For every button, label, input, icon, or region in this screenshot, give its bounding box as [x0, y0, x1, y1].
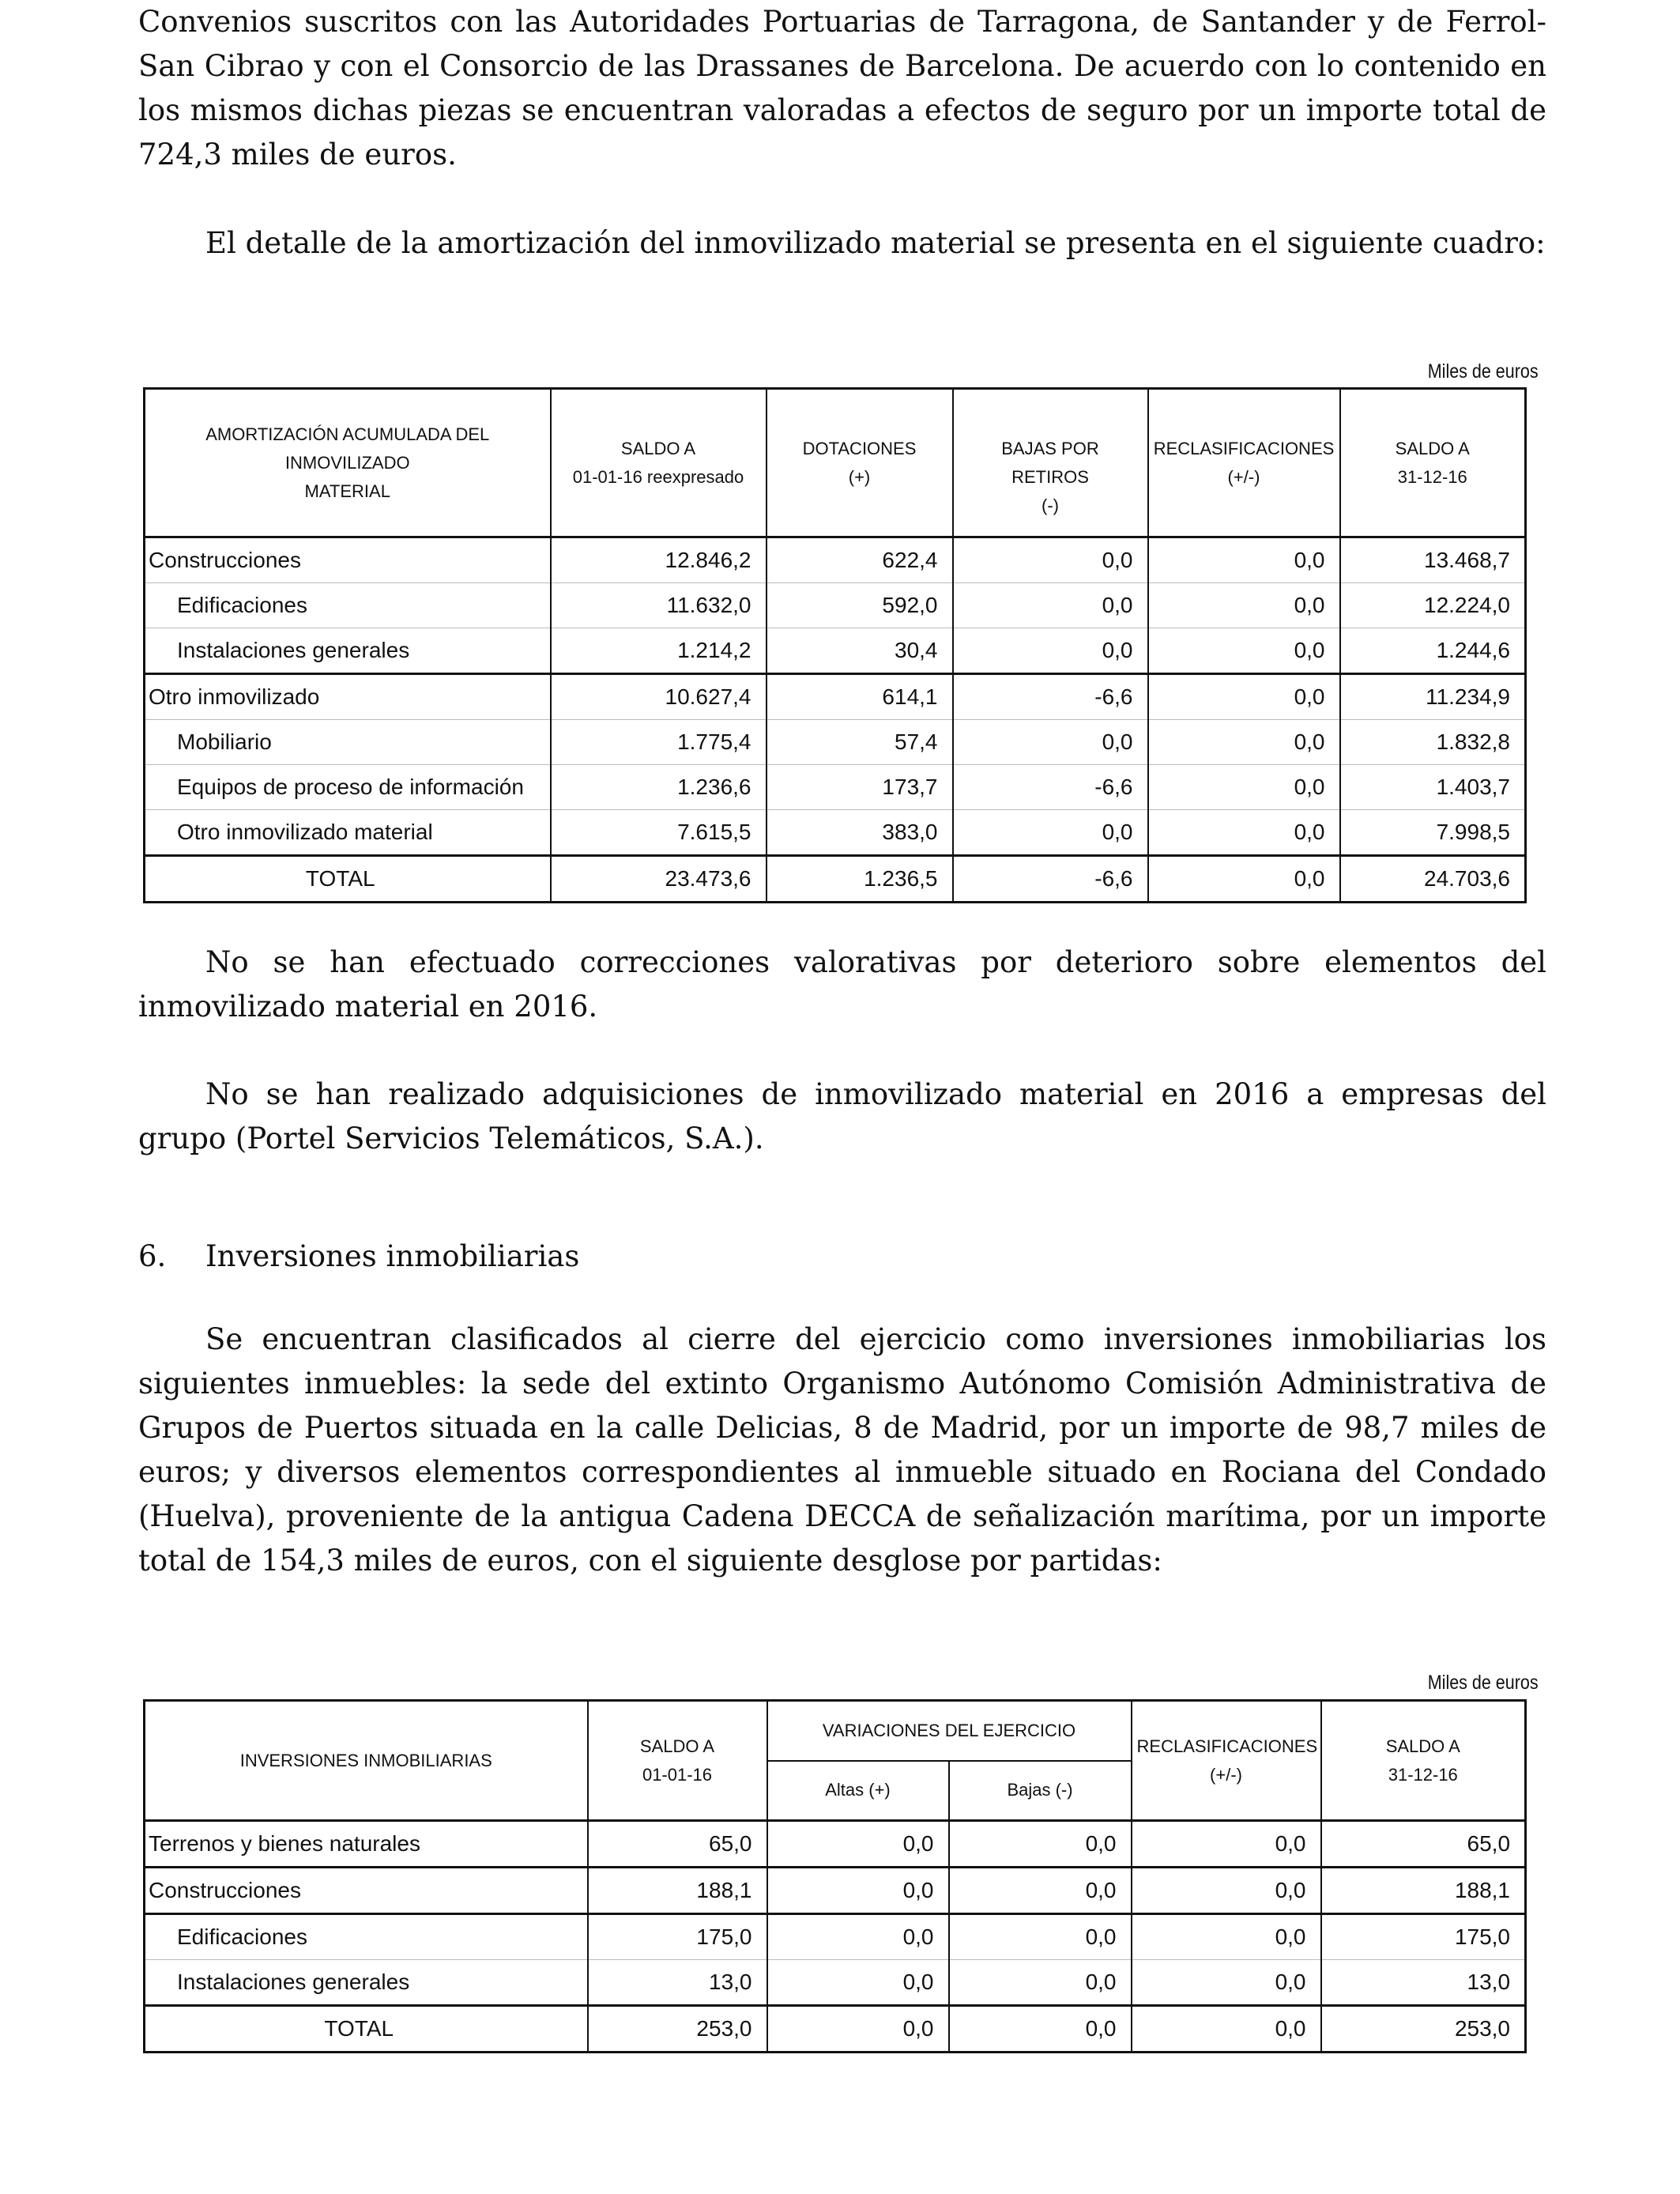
- table2-header-bajas: Bajas (-): [949, 1761, 1132, 1821]
- cell-reclasificaciones: 0,0: [1132, 1914, 1321, 1960]
- cell-reclasificaciones: 0,0: [1148, 856, 1340, 903]
- row-label: Equipos de proceso de información: [145, 765, 551, 810]
- cell-saldo-inicial: 10.627,4: [551, 674, 767, 720]
- table-row: [145, 1914, 1526, 1960]
- cell-reclasificaciones: 0,0: [1148, 583, 1340, 628]
- cell-altas: 0,0: [767, 1960, 949, 2006]
- table-row: [145, 765, 1526, 810]
- cell-saldo-final: 11.234,9: [1340, 674, 1526, 720]
- table-row: [145, 1960, 1526, 2006]
- cell-dotaciones: 614,1: [767, 674, 953, 720]
- table-row: [145, 628, 1526, 674]
- cell-saldo-inicial: 1.214,2: [551, 628, 767, 674]
- cell-saldo-inicial: 1.775,4: [551, 720, 767, 765]
- cell-dotaciones: 383,0: [767, 810, 953, 856]
- table1-unit-label: Miles de euros: [1428, 360, 1539, 383]
- cell-saldo-final: 188,1: [1321, 1868, 1526, 1914]
- cell-reclasificaciones: 0,0: [1148, 765, 1340, 810]
- cell-bajas: 0,0: [949, 1914, 1132, 1960]
- cell-altas: 0,0: [767, 1914, 949, 1960]
- table2-unit-label: Miles de euros: [1428, 1672, 1539, 1694]
- cell-dotaciones: 57,4: [767, 720, 953, 765]
- row-label: Edificaciones: [145, 583, 551, 628]
- inversiones-table: [143, 1699, 1527, 2053]
- cell-bajas: 0,0: [949, 1960, 1132, 2006]
- cell-saldo-inicial: 13,0: [588, 1960, 767, 2006]
- table2-header-reclasificaciones: RECLASIFICACIONES (+/-): [1132, 1701, 1321, 1821]
- table-row: [145, 810, 1526, 856]
- cell-altas: 0,0: [767, 1821, 949, 1868]
- cell-reclasificaciones: 0,0: [1148, 674, 1340, 720]
- cell-saldo-inicial: 1.236,6: [551, 765, 767, 810]
- table-row: [145, 674, 1526, 720]
- cell-bajas: -6,6: [953, 765, 1148, 810]
- cell-altas: 0,0: [767, 2006, 949, 2053]
- cell-saldo-final: 175,0: [1321, 1914, 1526, 1960]
- row-label: Edificaciones: [145, 1914, 588, 1960]
- cell-dotaciones: 622,4: [767, 537, 953, 583]
- table2-header-row-1: [145, 1701, 1526, 1761]
- cell-saldo-inicial: 65,0: [588, 1821, 767, 1868]
- table1-header-reclasificaciones: RECLASIFICACIONES (+/-): [1148, 389, 1340, 537]
- cell-saldo-inicial: 175,0: [588, 1914, 767, 1960]
- table-row: [145, 583, 1526, 628]
- row-label: Terrenos y bienes naturales: [145, 1821, 588, 1868]
- cell-reclasificaciones: 0,0: [1148, 810, 1340, 856]
- cell-reclasificaciones: 0,0: [1132, 1960, 1321, 2006]
- cell-reclasificaciones: 0,0: [1148, 537, 1340, 583]
- cell-reclasificaciones: 0,0: [1132, 2006, 1321, 2053]
- cell-saldo-inicial: 7.615,5: [551, 810, 767, 856]
- row-label: Construcciones: [145, 537, 551, 583]
- cell-saldo-inicial: 11.632,0: [551, 583, 767, 628]
- cell-bajas: 0,0: [953, 720, 1148, 765]
- cell-saldo-inicial: 12.846,2: [551, 537, 767, 583]
- cell-bajas: 0,0: [953, 583, 1148, 628]
- row-label: Instalaciones generales: [145, 1960, 588, 2006]
- cell-saldo-final: 13,0: [1321, 1960, 1526, 2006]
- table-total-row: [145, 2006, 1526, 2053]
- cell-reclasificaciones: 0,0: [1148, 628, 1340, 674]
- paragraph-inversiones: Se encuentran clasificados al cierre del ejercicio como inversiones inmobiliarias los siguientes inmuebles: la sede del extinto Organismo Autónomo Comisión Administrativa de Grupos de Puertos situada en la calle Delicias, 8 de Madrid, por un importe de 98,7 miles de euros; y diversos elementos correspondientes al inmueble situado en Rociana del Condado (Huelva), proveniente de la antigua Cadena DECCA de señalización marítima, por un importe total de 154,3 miles de euros, con el siguiente desglose por partidas:: [138, 1322, 1546, 1578]
- cell-bajas: 0,0: [953, 537, 1148, 583]
- section-number: 6.: [138, 1239, 167, 1273]
- section-title: Inversiones inmobiliarias: [205, 1239, 580, 1273]
- cell-reclasificaciones: 0,0: [1132, 1868, 1321, 1914]
- cell-dotaciones: 1.236,5: [767, 856, 953, 903]
- row-label: Mobiliario: [145, 720, 551, 765]
- cell-altas: 0,0: [767, 1868, 949, 1914]
- table1-header-concepto: AMORTIZACIÓN ACUMULADA DEL INMOVILIZADO MATERIAL: [145, 389, 551, 537]
- table2-header-variaciones: VARIACIONES DEL EJERCICIO: [767, 1701, 1132, 1761]
- cell-saldo-final: 7.998,5: [1340, 810, 1526, 856]
- table1-header-bajas: BAJAS POR RETIROS (-): [953, 389, 1148, 537]
- paragraph-convenios: Convenios suscritos con las Autoridades Portuarias de Tarragona, de Santander y de Ferrol-San Cibrao y con el Consorcio de las Drassanes de Barcelona. De acuerdo con lo contenido en los mismos dichas piezas se encuentran valoradas a efectos de seguro por un importe total de 724,3 miles de euros.: [138, 5, 1546, 172]
- amortizacion-table: [143, 387, 1527, 903]
- cell-saldo-final: 13.468,7: [1340, 537, 1526, 583]
- table-total-row: [145, 856, 1526, 903]
- paragraph-adquisiciones: No se han realizado adquisiciones de inmovilizado material en 2016 a empresas del grupo (Portel Servicios Telemáticos, S.A.).: [138, 1077, 1546, 1155]
- cell-saldo-final: 253,0: [1321, 2006, 1526, 2053]
- row-label: TOTAL: [145, 2006, 588, 2053]
- row-label: Construcciones: [145, 1868, 588, 1914]
- table-row: [145, 537, 1526, 583]
- cell-bajas: -6,6: [953, 674, 1148, 720]
- row-label: Instalaciones generales: [145, 628, 551, 674]
- cell-bajas: 0,0: [949, 2006, 1132, 2053]
- cell-saldo-final: 12.224,0: [1340, 583, 1526, 628]
- table1-header-row: [145, 389, 1526, 537]
- cell-bajas: 0,0: [949, 1868, 1132, 1914]
- cell-saldo-final: 1.244,6: [1340, 628, 1526, 674]
- table-row: [145, 1821, 1526, 1868]
- cell-bajas: 0,0: [949, 1821, 1132, 1868]
- cell-dotaciones: 592,0: [767, 583, 953, 628]
- table2-header-saldo-inicial: SALDO A 01-01-16: [588, 1701, 767, 1821]
- table1-header-saldo-final: SALDO A 31-12-16: [1340, 389, 1526, 537]
- table1-header-saldo-inicial: SALDO A 01-01-16 reexpresado: [551, 389, 767, 537]
- paragraph-detalle-amortizacion: El detalle de la amortización del inmovilizado material se presenta en el siguiente cuadro:: [205, 226, 1546, 260]
- table1-header-dotaciones: DOTACIONES (+): [767, 389, 953, 537]
- table-row: [145, 1868, 1526, 1914]
- row-label: Otro inmovilizado material: [145, 810, 551, 856]
- cell-saldo-final: 1.832,8: [1340, 720, 1526, 765]
- cell-reclasificaciones: 0,0: [1148, 720, 1340, 765]
- row-label: TOTAL: [145, 856, 551, 903]
- cell-saldo-final: 65,0: [1321, 1821, 1526, 1868]
- row-label: Otro inmovilizado: [145, 674, 551, 720]
- cell-saldo-inicial: 23.473,6: [551, 856, 767, 903]
- table2-header-saldo-final: SALDO A 31-12-16: [1321, 1701, 1526, 1821]
- cell-dotaciones: 30,4: [767, 628, 953, 674]
- cell-saldo-final: 1.403,7: [1340, 765, 1526, 810]
- section-heading: [138, 1235, 579, 1279]
- cell-bajas: 0,0: [953, 810, 1148, 856]
- cell-bajas: 0,0: [953, 628, 1148, 674]
- cell-reclasificaciones: 0,0: [1132, 1821, 1321, 1868]
- cell-bajas: -6,6: [953, 856, 1148, 903]
- cell-dotaciones: 173,7: [767, 765, 953, 810]
- cell-saldo-inicial: 253,0: [588, 2006, 767, 2053]
- cell-saldo-inicial: 188,1: [588, 1868, 767, 1914]
- cell-saldo-final: 24.703,6: [1340, 856, 1526, 903]
- table-row: [145, 720, 1526, 765]
- paragraph-correcciones: No se han efectuado correcciones valorativas por deterioro sobre elementos del inmovilizado material en 2016.: [138, 945, 1546, 1023]
- table2-header-concepto: INVERSIONES INMOBILIARIAS: [145, 1701, 588, 1821]
- table2-header-altas: Altas (+): [767, 1761, 949, 1821]
